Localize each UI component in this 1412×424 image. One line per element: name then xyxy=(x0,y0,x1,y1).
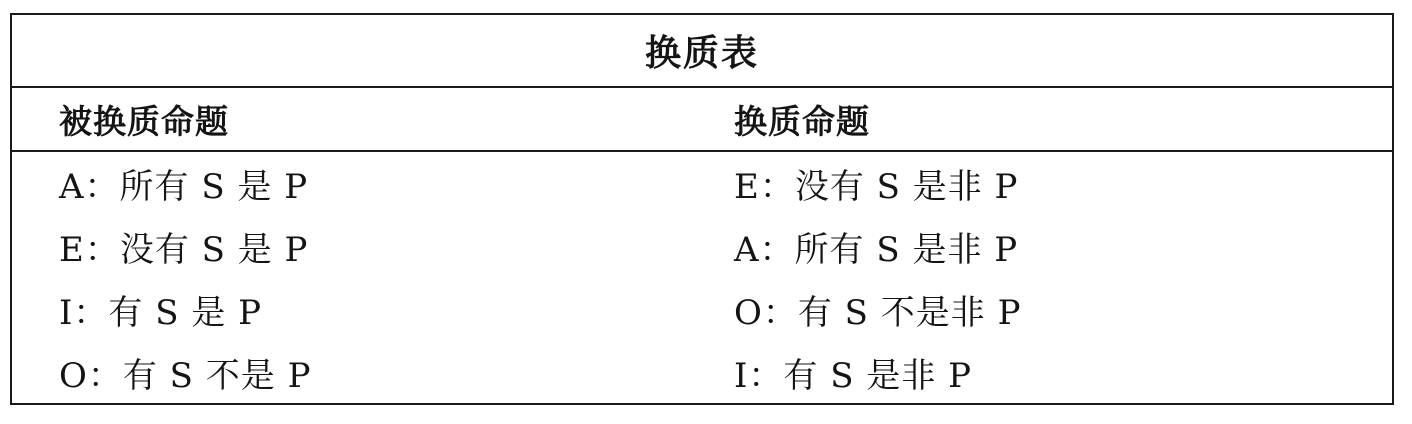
table-row xyxy=(12,215,1392,278)
conversion-table xyxy=(10,13,1394,405)
table-row xyxy=(12,341,1392,404)
table-title-text: 换质表 xyxy=(644,33,759,74)
table-row xyxy=(12,278,1392,341)
table-header-row xyxy=(12,88,1392,152)
row-3-left: I：有 S 是 P xyxy=(59,293,263,333)
row-1-right: E：没有 S 是非 P xyxy=(734,167,1019,207)
row-4-right: I：有 S 是非 P xyxy=(734,356,973,396)
row-2-left: E：没有 S 是 P xyxy=(59,230,309,270)
row-4-left: O：有 S 不是 P xyxy=(59,356,312,396)
header-left: 被换质命题 xyxy=(59,101,229,141)
row-2-right: A：所有 S 是非 P xyxy=(734,230,1019,270)
header-right: 换质命题 xyxy=(734,101,870,141)
row-1-left: A：所有 S 是 P xyxy=(59,167,309,207)
table-title xyxy=(12,15,1392,88)
table-row xyxy=(12,152,1392,215)
row-3-right: O：有 S 不是非 P xyxy=(734,293,1022,333)
